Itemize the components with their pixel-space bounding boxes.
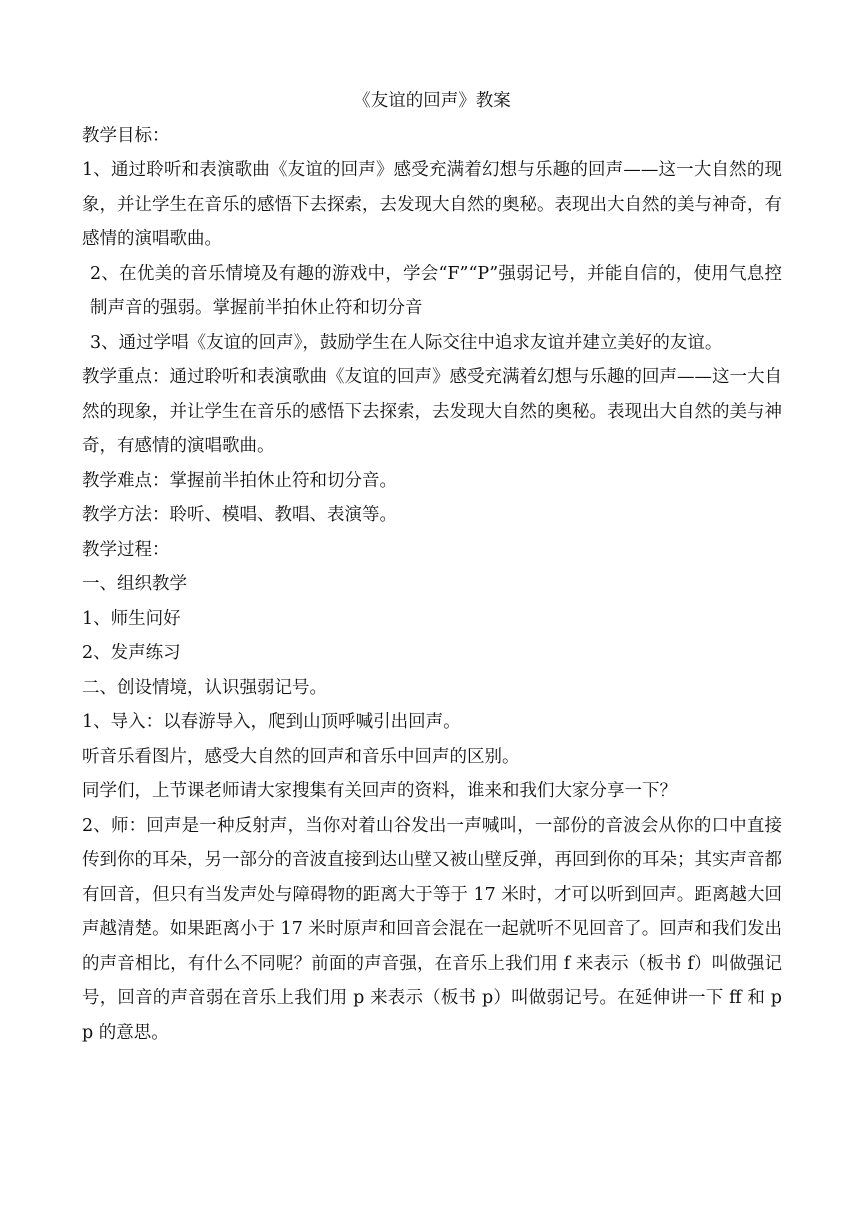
paragraph-difficulties: 教学难点：掌握前半拍休止符和切分音。 — [82, 470, 397, 491]
document-page — [82, 84, 782, 1050]
paragraph-share-materials: 同学们，上节课老师请大家搜集有关回声的资料，谁来和我们大家分享一下？ — [82, 781, 677, 801]
paragraph-key-points: 教学重点：通过聆听和表演歌曲《友谊的回声》感受充满着幻想与乐趣的回声——这一大自然的现象，并让学生在音乐的感悟下去探索，去发现大自然的奥秘。表现出大自然的美与神奇，有感情的演唱歌曲。 — [82, 367, 782, 456]
paragraph-teaching-goals-heading: 教学目标： — [82, 125, 170, 146]
paragraph-greeting: 1、师生问好 — [82, 608, 181, 629]
document-title: 《友谊的回声》教案 — [353, 91, 511, 111]
paragraph-goal-2: 2、在优美的音乐情境及有趣的游戏中，学会“F”“P”强弱记号，并能自信的，使用气息控制声音的强弱。掌握前半拍休止符和切分音 — [90, 263, 782, 318]
paragraph-vocal-practice: 2、发声练习 — [82, 643, 181, 663]
paragraph-listen-music: 听音乐看图片，感受大自然的回声和音乐中回声的区别。 — [82, 746, 520, 767]
paragraph-section-1: 一、组织教学 — [82, 574, 187, 594]
paragraph-echo-explanation: 2、师：回声是一种反射声，当你对着山谷发出一声喊叫，一部份的音波会从你的口中直接传到你的耳朵，另一部分的音波直接到达山壁又被山壁反弹，再回到你的耳朵；其实声音都有回音，但只有当发声处与障碍物的距离大于等于 17 米时，才可以听到回声。距离越大回声越清楚。如果距离小于 17 米时原声和回音会混在一起就听不见回音了。回声和我们发出的声音相比，有什么不同呢？前面的声音强，在音乐上我们用 f 来表示（板书 f）叫做强记号，回音的声音弱在音乐上我们用 p 来表示（板书 p）叫做弱记号。在延伸讲一下 ff 和 pp 的意思。 — [82, 815, 782, 1043]
paragraph-goal-3: 3、通过学唱《友谊的回声》，鼓励学生在人际交往中追求友谊并建立美好的友谊。 — [90, 332, 723, 353]
paragraph-process-heading: 教学过程： — [82, 539, 170, 560]
paragraph-section-2: 二、创设情境，认识强弱记号。 — [82, 677, 327, 698]
paragraph-introduction: 1、导入：以春游导入，爬到山顶呼喊引出回声。 — [82, 712, 461, 732]
paragraph-goal-1: 1、通过聆听和表演歌曲《友谊的回声》感受充满着幻想与乐趣的回声——这一大自然的现象，并让学生在音乐的感悟下去探索，去发现大自然的奥秘。表现出大自然的美与神奇，有感情的演唱歌曲。 — [82, 160, 782, 249]
paragraph-methods: 教学方法：聆听、模唱、教唱、表演等。 — [82, 505, 397, 525]
